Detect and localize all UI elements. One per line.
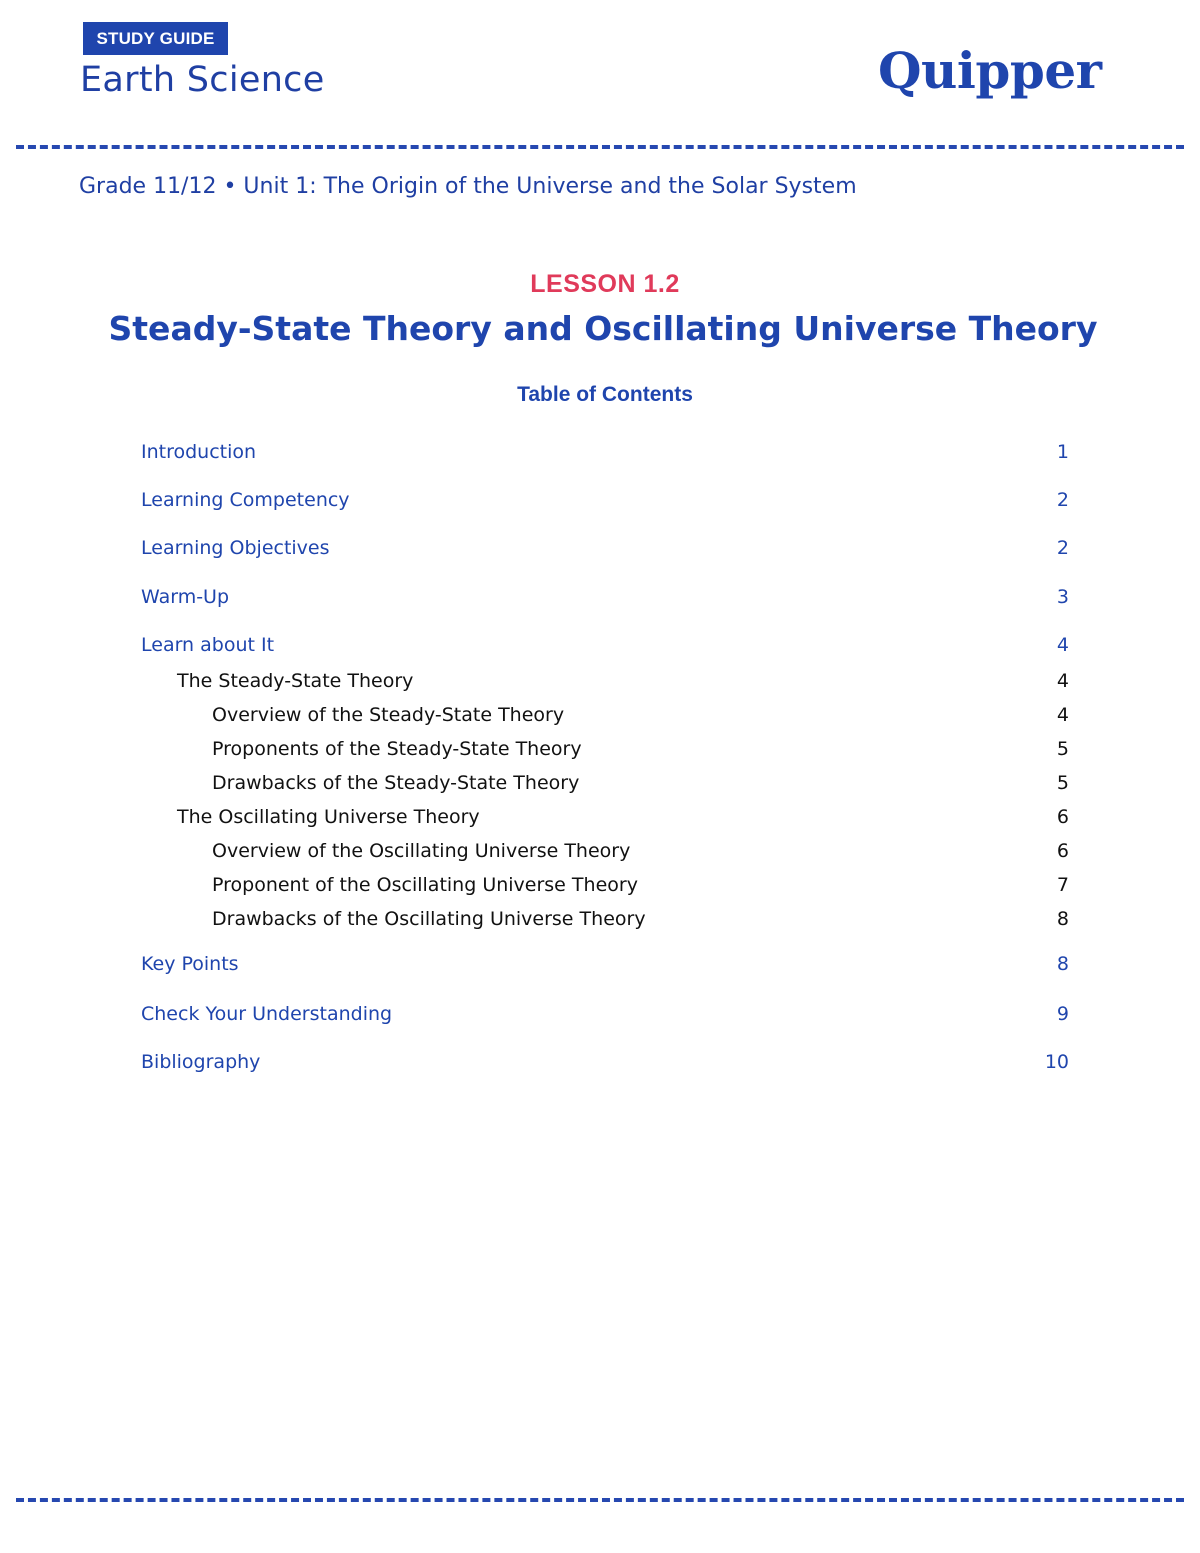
- toc-entry-title: Overview of the Steady-State Theory: [212, 704, 565, 726]
- toc-entry-title: Introduction: [141, 441, 257, 463]
- toc-entry-page: 2: [1056, 537, 1069, 559]
- toc-heading: Table of Contents: [517, 383, 693, 406]
- quipper-logo: Quipper: [878, 41, 1102, 100]
- toc-entry-title: Overview of the Oscillating Universe Theory: [212, 840, 631, 862]
- toc-entry-page: 6: [1056, 806, 1069, 828]
- toc-entry-title: Learning Competency: [141, 489, 350, 511]
- toc-entry-title: The Oscillating Universe Theory: [177, 806, 480, 828]
- toc-entry[interactable]: [141, 535, 1069, 561]
- toc-entry-page: 8: [1056, 953, 1069, 975]
- bottom-dashed-divider: [16, 1498, 1184, 1502]
- toc-entry-page: 9: [1056, 1003, 1069, 1025]
- toc-entry-page: 5: [1056, 738, 1069, 760]
- toc-entry[interactable]: [141, 736, 1069, 762]
- toc-entry[interactable]: [141, 951, 1069, 977]
- toc-entry-page: 3: [1056, 586, 1069, 608]
- toc-entry-page: 7: [1056, 874, 1069, 896]
- toc-entry-page: 4: [1056, 704, 1069, 726]
- toc-entry-title: The Steady-State Theory: [177, 670, 414, 692]
- toc-entry-page: 6: [1056, 840, 1069, 862]
- toc-entry[interactable]: [141, 668, 1069, 694]
- toc-entry[interactable]: [141, 439, 1069, 465]
- toc-entry-page: 10: [1044, 1051, 1069, 1073]
- toc-entry-title: Drawbacks of the Steady-State Theory: [212, 772, 580, 794]
- study-guide-badge: STUDY GUIDE: [83, 22, 228, 55]
- toc-entry-title: Learning Objectives: [141, 537, 330, 559]
- toc-entry-title: Proponents of the Steady-State Theory: [212, 738, 582, 760]
- toc-entry[interactable]: [141, 487, 1069, 513]
- toc-entry[interactable]: [141, 804, 1069, 830]
- toc-entry-page: 5: [1056, 772, 1069, 794]
- lesson-label: LESSON 1.2: [530, 270, 680, 298]
- toc-entry-title: Bibliography: [141, 1051, 261, 1073]
- subject-title: Earth Science: [80, 60, 325, 100]
- toc-entry-page: 2: [1056, 489, 1069, 511]
- toc-entry[interactable]: [141, 1001, 1069, 1027]
- toc-entry-page: 4: [1056, 634, 1069, 656]
- toc-entry-title: Proponent of the Oscillating Universe Theory: [212, 874, 638, 896]
- toc-entry-page: 4: [1056, 670, 1069, 692]
- toc-entry[interactable]: [141, 906, 1069, 932]
- toc-entry-page: 8: [1056, 908, 1069, 930]
- toc-entry[interactable]: [141, 632, 1069, 658]
- toc-entry-title: Learn about It: [141, 634, 275, 656]
- toc-entry-title: Drawbacks of the Oscillating Universe Theory: [212, 908, 646, 930]
- toc-entry[interactable]: [141, 872, 1069, 898]
- toc-entry-title: Warm-Up: [141, 586, 230, 608]
- toc-entry-title: Check Your Understanding: [141, 1003, 393, 1025]
- toc-entry[interactable]: [141, 838, 1069, 864]
- unit-line: Grade 11/12 • Unit 1: The Origin of the Universe and the Solar System: [79, 174, 857, 199]
- toc-entry-title: Key Points: [141, 953, 239, 975]
- toc-entry[interactable]: [141, 584, 1069, 610]
- toc-entry-page: 1: [1056, 441, 1069, 463]
- toc-entry[interactable]: [141, 702, 1069, 728]
- toc-entry[interactable]: [141, 1049, 1069, 1075]
- lesson-title: Steady-State Theory and Oscillating Universe Theory: [108, 309, 1098, 348]
- toc-entry[interactable]: [141, 770, 1069, 796]
